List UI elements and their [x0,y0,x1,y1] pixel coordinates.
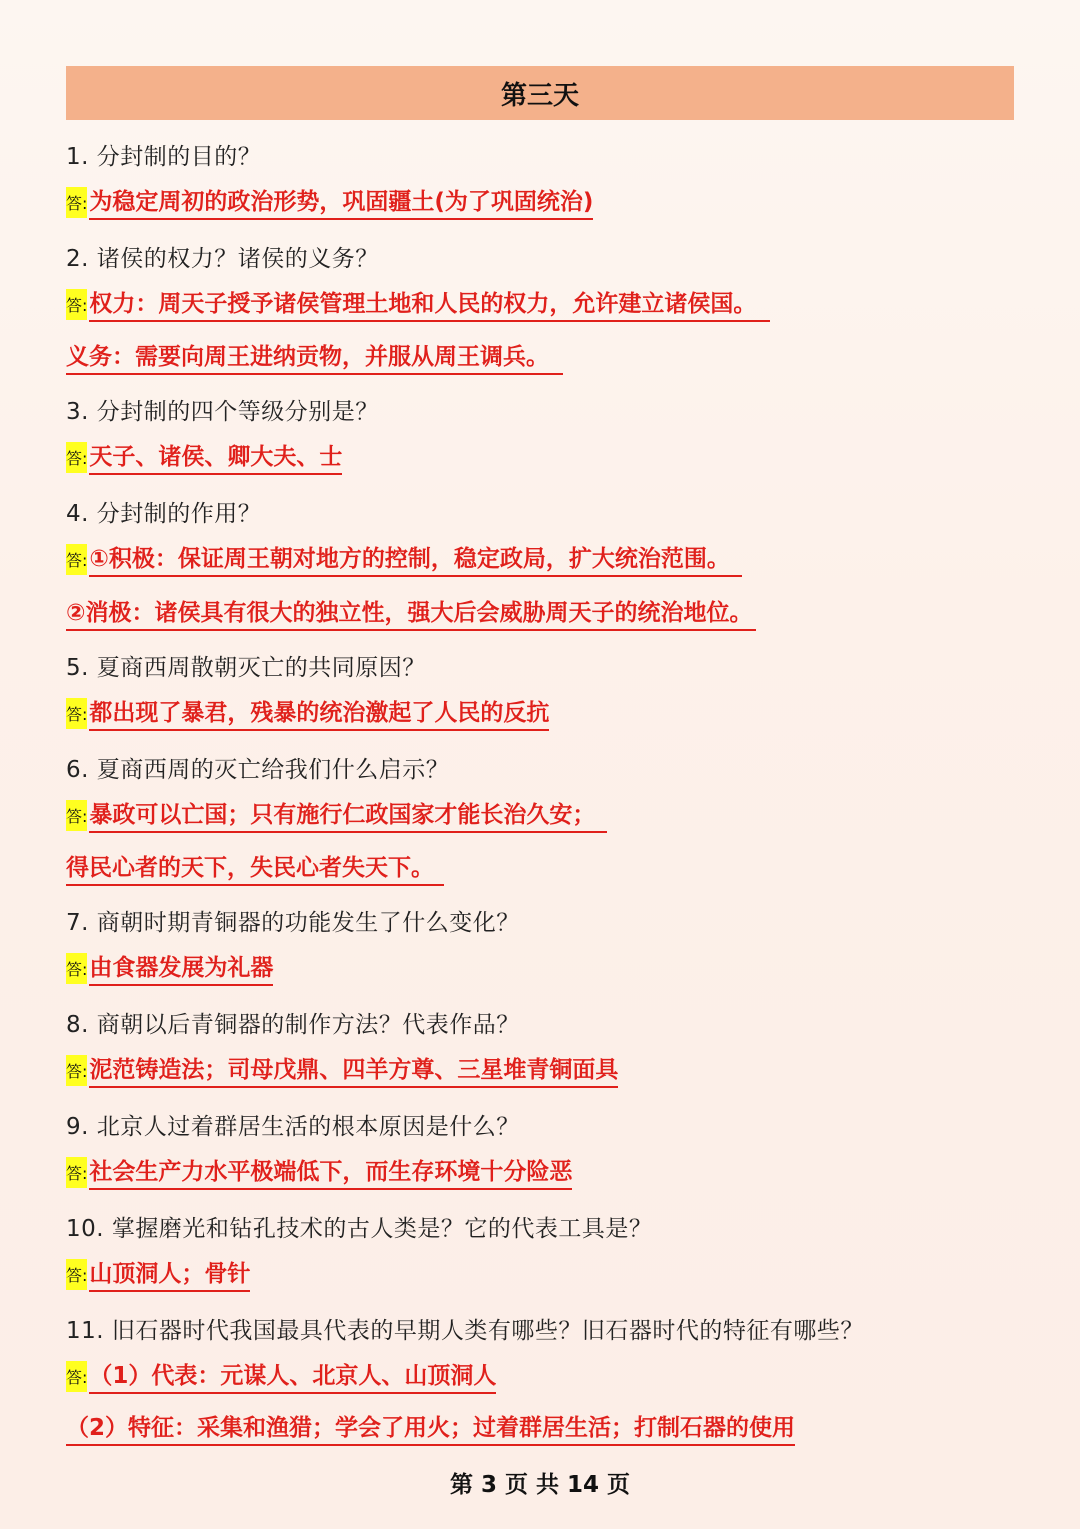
answer-text: ②消极：诸侯具有很大的独立性，强大后会威胁周天子的统治地位。 [66,594,756,631]
answer-2-continued [66,338,563,375]
question-11: 11. 旧石器时代我国最具代表的早期人类有哪些？旧石器时代的特征有哪些？ [66,1318,864,1344]
answer-label: 答: [66,1361,87,1392]
answer-9 [66,1153,572,1190]
question-6: 6. 夏商西周的灭亡给我们什么启示？ [66,757,450,783]
question-7: 7. 商朝时期青铜器的功能发生了什么变化？ [66,910,520,936]
answer-text: 义务：需要向周王进纳贡物，并服从周王调兵。 [66,338,563,375]
question-9: 9. 北京人过着群居生活的根本原因是什么？ [66,1114,520,1140]
answer-11 [66,1357,496,1394]
answer-label: 答: [66,800,87,831]
answer-1 [66,183,593,220]
answer-4 [66,540,742,577]
answer-2 [66,285,770,322]
page-number: 第 3 页 共 14 页 [449,1472,631,1498]
answer-label: 答: [66,1259,87,1290]
answer-text: 山顶洞人；骨针 [89,1255,250,1292]
answer-text: 为稳定周初的政治形势，巩固疆土(为了巩固统治) [89,183,593,220]
answer-6 [66,796,607,833]
answer-text: 权力：周天子授予诸侯管理土地和人民的权力，允许建立诸侯国。 [89,285,770,322]
answer-label: 答: [66,187,87,218]
question-2: 2. 诸侯的权力？诸侯的义务？ [66,246,379,272]
answer-text: （1）代表：元谋人、北京人、山顶洞人 [89,1357,496,1394]
question-5: 5. 夏商西周散朝灭亡的共同原因？ [66,655,426,681]
answer-6-continued [66,849,444,886]
answer-label: 答: [66,442,87,473]
question-10: 10. 掌握磨光和钻孔技术的古人类是？它的代表工具是？ [66,1216,653,1242]
answer-text: 由食器发展为礼器 [89,949,273,986]
question-3: 3. 分封制的四个等级分别是？ [66,399,379,425]
answer-3 [66,438,342,475]
answer-text: 得民心者的天下，失民心者失天下。 [66,849,444,886]
answer-label: 答: [66,544,87,575]
answer-10 [66,1255,250,1292]
answer-5 [66,694,549,731]
answer-label: 答: [66,1157,87,1188]
answer-text: 天子、诸侯、卿大夫、士 [89,438,342,475]
title-banner [66,66,1014,120]
answer-label: 答: [66,698,87,729]
answer-11-continued [66,1409,795,1446]
question-4: 4. 分封制的作用？ [66,501,262,527]
answer-text: ①积极：保证周王朝对地方的控制，稳定政局，扩大统治范围。 [89,540,741,577]
answer-text: 社会生产力水平极端低下，而生存环境十分险恶 [89,1153,572,1190]
answer-label: 答: [66,1055,87,1086]
answer-4-continued [66,594,756,631]
answer-text: 泥范铸造法；司母戊鼎、四羊方尊、三星堆青铜面具 [89,1051,618,1088]
answer-label: 答: [66,289,87,320]
answer-8 [66,1051,618,1088]
page-title: 第三天 [500,80,579,111]
answer-7 [66,949,273,986]
question-1: 1. 分封制的目的？ [66,144,262,170]
answer-text: （2）特征：采集和渔猎；学会了用火；过着群居生活；打制石器的使用 [66,1409,795,1446]
answer-text: 暴政可以亡国；只有施行仁政国家才能长治久安； [89,796,607,833]
answer-text: 都出现了暴君，残暴的统治激起了人民的反抗 [89,694,549,731]
answer-label: 答: [66,953,87,984]
question-8: 8. 商朝以后青铜器的制作方法？代表作品？ [66,1012,520,1038]
